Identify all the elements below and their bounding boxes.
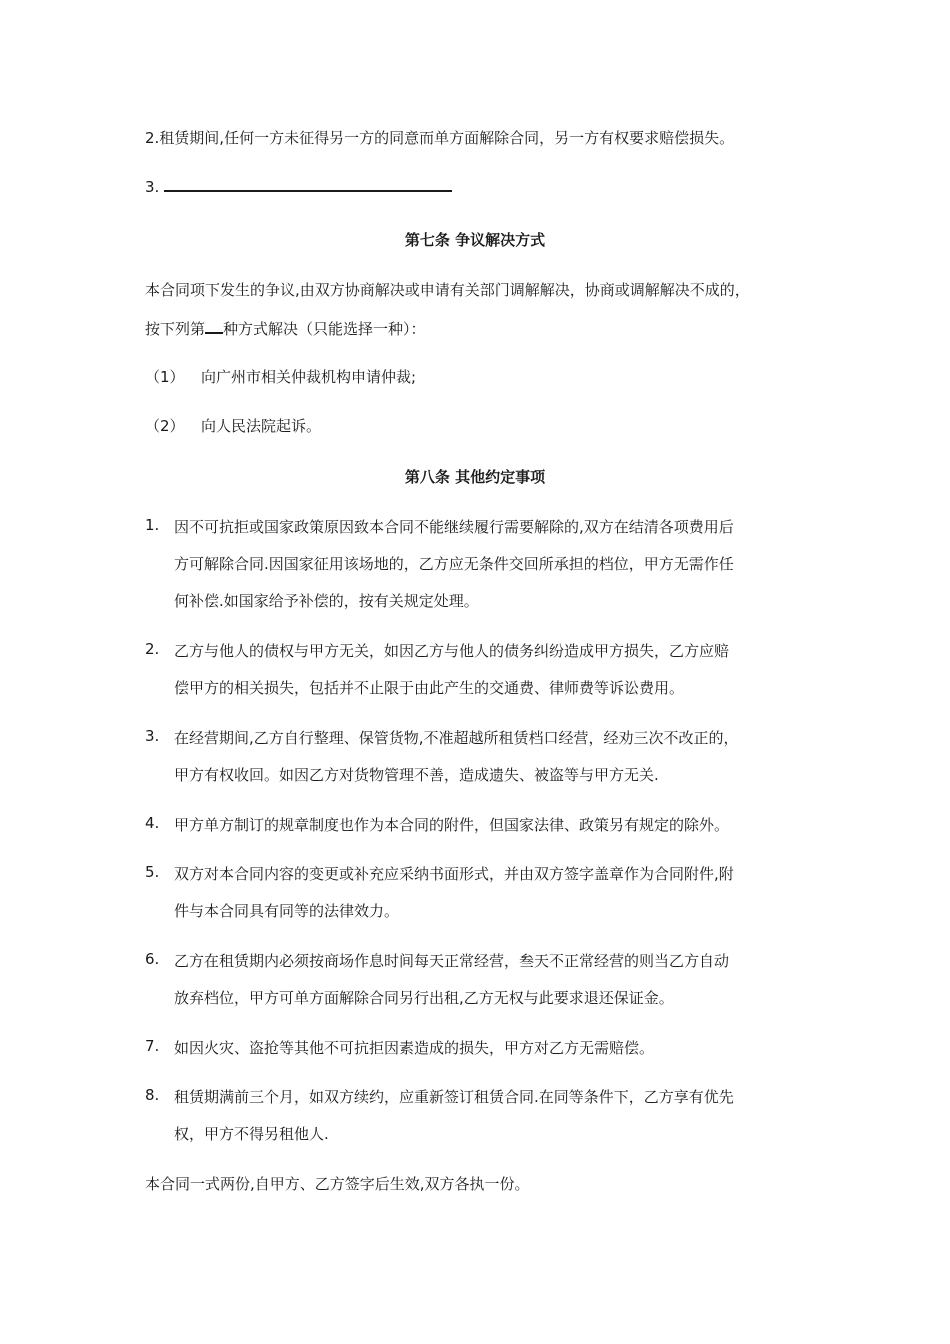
sec8-item-5-line-1: 双方对本合同内容的变更或补充应采纳书面形式，并由双方签字盖章作为合同附件,附 [174,865,734,883]
sec8-item-8-number: 8. [145,1086,160,1104]
sec6-item-3 [145,176,452,196]
sec8-item-1-number: 1. [145,516,160,534]
sec8-item-1-line-2: 方可解除合同.因国家征用该场地的，乙方应无条件交回所承担的档位，甲方无需作任 [174,555,734,573]
sec7-option-2-text: 向人民法院起诉。 [201,417,322,435]
sec8-item-8-line-2: 权，甲方不得另租他人. [174,1125,329,1143]
sec8-item-6-line-1: 乙方在租赁期内必须按商场作息时间每天正常经营，叁天不正常经营的则当乙方自动 [174,952,730,970]
sec6-item-2: 2.租赁期间,任何一方未征得另一方的同意而单方面解除合同，另一方有权要求赔偿损失。 [145,129,735,147]
sec8-item-1-line-1: 因不可抗拒或国家政策原因致本合同不能继续履行需要解除的,双方在结清各项费用后 [174,518,734,536]
sec8-item-6-number: 6. [145,950,160,968]
choice-blank [205,318,223,334]
sec8-item-4-line-1: 甲方单方制订的规章制度也作为本合同的附件，但国家法律、政策另有规定的除外。 [174,816,730,834]
sec8-item-8-line-1: 租赁期满前三个月，如双方续约，应重新签订租赁合同.在同等条件下，乙方享有优先 [174,1088,734,1106]
closing-statement: 本合同一式两份,自甲方、乙方签字后生效,双方各执一份。 [145,1175,530,1193]
sec7-option-1-text: 向广州市相关仲裁机构申请仲裁; [201,368,417,386]
sec8-item-2-number: 2. [145,640,160,658]
sec8-item-7-number: 7. [145,1037,160,1055]
sec7-text-before-blank: 按下列第 [145,320,206,338]
sec8-item-2-line-1: 乙方与他人的债权与甲方无关，如因乙方与他人的债务纠纷造成甲方损失，乙方应赔 [174,642,730,660]
sec8-item-2-line-2: 偿甲方的相关损失，包括并不止限于由此产生的交通费、律师费等诉讼费用。 [174,679,685,697]
sec7-paragraph-line-1: 本合同项下发生的争议,由双方协商解决或申请有关部门调解解决，协商或调解解决不成的， [145,281,750,299]
sec8-item-6-line-2: 放弃档位，甲方可单方面解除合同另行出租,乙方无权与此要求退还保证金。 [174,989,674,1007]
sec8-item-3-number: 3. [145,727,160,745]
sec8-title: 第八条 其他约定事项 [404,468,546,486]
sec8-item-4-number: 4. [145,814,160,832]
sec6-item-3-number: 3. [145,178,160,196]
sec7-text-after-blank: 种方式解决（只能选择一种）： [223,320,426,338]
sec8-item-5-line-2: 件与本合同具有同等的法律效力。 [174,902,400,920]
sec7-option-2-number: （2） [145,417,185,435]
sec8-item-3-line-1: 在经营期间,乙方自行整理、保管货物,不准超越所租赁档口经营，经劝三次不改正的， [174,729,739,747]
sec8-item-1-line-3: 何补偿.如国家给予补偿的，按有关规定处理。 [174,592,479,610]
fill-in-blank [164,176,452,192]
sec7-option-1-number: （1） [145,368,185,386]
sec7-title: 第七条 争议解决方式 [404,231,546,249]
sec8-item-3-line-2: 甲方有权收回。如因乙方对货物管理不善，造成遗失、被盗等与甲方无关. [174,766,659,784]
sec7-paragraph-line-2 [145,318,426,339]
sec8-item-7-line-1: 如因火灾、盗抢等其他不可抗拒因素造成的损失，甲方对乙方无需赔偿。 [174,1039,655,1057]
sec8-item-5-number: 5. [145,863,160,881]
